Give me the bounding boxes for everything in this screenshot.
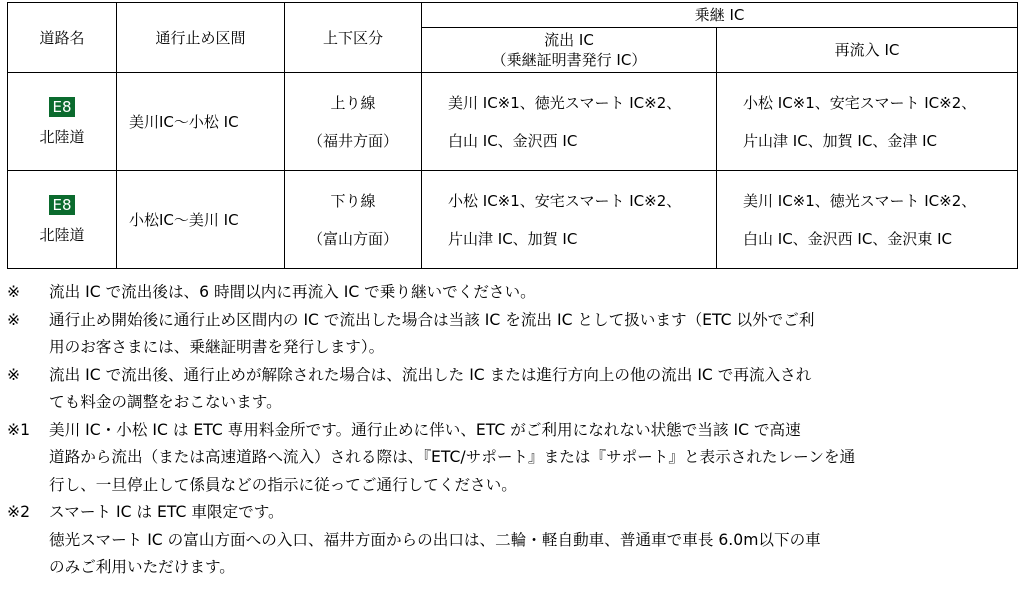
direction-destination: （福井方面） [307,131,398,150]
reentry-ic-cell [717,73,1018,171]
note-line: 通行止め開始後に通行止め区間内の IC で流出した場合は当該 IC を流出 IC として扱います（ETC 以外でご利 [49,310,815,329]
header-section: 通行止め区間 [117,3,285,73]
route-badge: E8 [49,97,74,117]
header-road: 道路名 [8,3,117,73]
note-line: のみご利用いただけます。 [49,558,235,576]
table-row [8,171,1018,269]
reentry-ic-line: 小松 IC※1、安宅スマート IC※2、 [743,93,977,112]
direction-label: 下り線 [330,191,376,210]
exit-ic-line: 小松 IC※1、安宅スマート IC※2、 [448,191,682,210]
note-line: 道路から流出（または高速道路へ流入）される際は、『ETC/サポート』または『サポート』と表示されたレーンを通 [49,448,856,466]
closure-section: 小松IC～美川 IC [117,171,285,269]
closure-section: 美川IC～小松 IC [117,73,285,171]
direction-cell [285,171,422,269]
note-mark: ※1 [7,420,30,439]
note-line: スマート IC は ETC 車限定です。 [49,503,284,521]
direction-destination: （富山方面） [307,229,398,248]
route-badge: E8 [49,195,74,215]
header-exit-ic-line1: 流出 IC [544,31,594,49]
note-item [7,279,1019,307]
note-line: 徳光スマート IC の富山方面への入口、福井方面からの出口は、二輪・軽自動車、普通車で車長 6.0m以下の車 [49,530,821,549]
header-transfer-ic: 乗継 IC [422,3,1018,28]
road-name: 北陸道 [39,127,85,146]
note-text [49,279,1019,307]
note-mark: ※ [7,283,21,301]
note-line: ても料金の調整をおこないます。 [49,393,282,411]
note-text [49,499,1019,582]
note-line: 美川 IC・小松 IC は ETC 専用料金所です。通行止めに伴い、ETC がご利用になれない状態で当該 IC で高速 [49,420,801,439]
transfer-ic-table [7,2,1018,269]
header-direction: 上下区分 [285,3,422,73]
notes-section [7,279,1019,582]
note-item [7,362,1019,417]
exit-ic-line: 白山 IC、金沢西 IC [448,131,578,150]
note-mark: ※2 [7,503,30,521]
reentry-ic-line: 美川 IC※1、徳光スマート IC※2、 [743,191,977,210]
note-item [7,499,1019,582]
note-line: 行し、一旦停止して係員などの指示に従ってご通行してください。 [49,475,517,494]
note-line: 流出 IC で流出後、通行止めが解除された場合は、流出した IC または進行方向上の他の流出 IC で再流入され [49,365,812,384]
header-reentry-ic: 再流入 IC [717,28,1018,73]
reentry-ic-line: 片山津 IC、加賀 IC、金津 IC [743,131,937,150]
note-text [49,417,1019,500]
note-item [7,307,1019,362]
note-text [49,362,1019,417]
road-name: 北陸道 [39,225,85,244]
header-exit-ic [422,28,717,73]
note-text [49,307,1019,362]
note-mark: ※ [7,365,21,384]
road-cell [8,171,117,269]
note-item [7,417,1019,500]
note-line: 用のお客さまには、乗継証明書を発行します）。 [49,338,385,356]
header-exit-ic-line2: （乗継証明書発行 IC） [491,51,647,69]
table-row [8,73,1018,171]
exit-ic-cell [422,171,717,269]
exit-ic-line: 片山津 IC、加賀 IC [448,229,578,248]
note-line: 流出 IC で流出後は、6 時間以内に再流入 IC で乗り継いでください。 [49,283,536,301]
reentry-ic-cell [717,171,1018,269]
road-cell [8,73,117,171]
reentry-ic-line: 白山 IC、金沢西 IC、金沢東 IC [743,229,952,248]
note-mark: ※ [7,310,21,329]
direction-cell [285,73,422,171]
direction-label: 上り線 [330,93,376,112]
exit-ic-line: 美川 IC※1、徳光スマート IC※2、 [448,93,682,112]
exit-ic-cell [422,73,717,171]
